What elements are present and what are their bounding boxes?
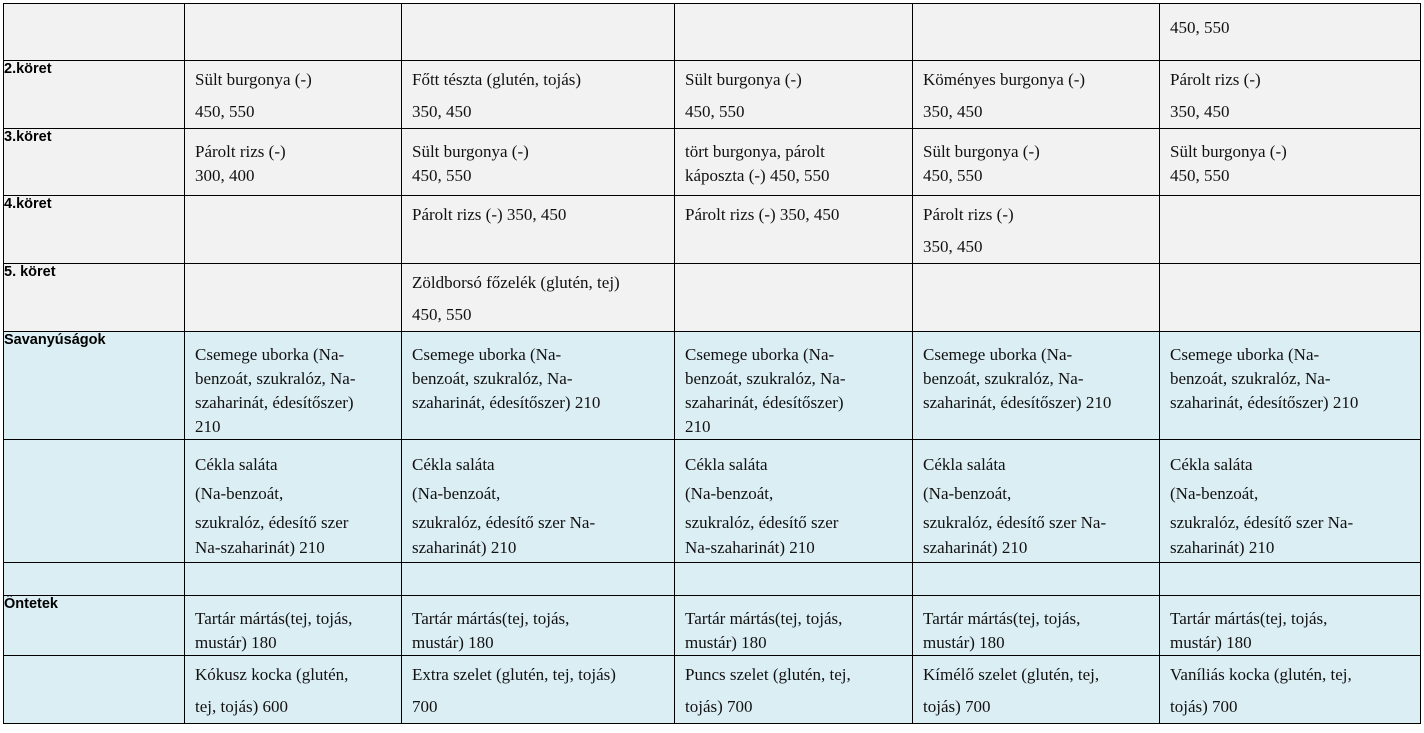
cell-line: 210 bbox=[195, 417, 221, 436]
cell-line: 450, 550 bbox=[412, 305, 472, 324]
cell-line: szaharinát) 210 bbox=[1170, 538, 1275, 557]
table-cell bbox=[402, 4, 675, 61]
table-cell bbox=[402, 596, 675, 656]
cell-line: Cékla saláta bbox=[412, 455, 495, 474]
cell-line: tej, tojás) 600 bbox=[195, 697, 289, 716]
cell-line: tört burgonya, párolt bbox=[685, 142, 825, 161]
table-cell bbox=[675, 61, 913, 129]
cell-line: szukralóz, édesítő szer bbox=[685, 513, 839, 532]
cell-line: Sült burgonya (-) bbox=[1170, 142, 1287, 161]
cell-line: szaharinát, édesítőszer) 210 bbox=[412, 393, 601, 412]
table-cell bbox=[1160, 440, 1421, 563]
cell-line: benzoát, szukralóz, Na- bbox=[923, 369, 1084, 388]
table-row bbox=[4, 440, 1421, 563]
table-cell bbox=[675, 596, 913, 656]
table-row bbox=[4, 656, 1421, 724]
cell-line: Cékla saláta bbox=[923, 455, 1006, 474]
table-cell bbox=[1160, 332, 1421, 440]
cell-line: Párolt rizs (-) bbox=[923, 205, 1014, 224]
table-cell bbox=[185, 196, 402, 264]
row-label: Savanyúságok bbox=[4, 332, 185, 440]
table-cell bbox=[913, 596, 1160, 656]
cell-line: 350, 450 bbox=[412, 102, 472, 121]
table-row bbox=[4, 563, 1421, 596]
cell-line: tojás) 700 bbox=[923, 697, 991, 716]
cell-line: 210 bbox=[685, 417, 711, 436]
cell-line: tojás) 700 bbox=[1170, 697, 1238, 716]
cell-line: mustár) 180 bbox=[923, 633, 1005, 652]
cell-line: szaharinát) 210 bbox=[412, 538, 517, 557]
table-cell bbox=[185, 440, 402, 563]
cell-line: Sült burgonya (-) bbox=[412, 142, 529, 161]
cell-line: 450, 550 bbox=[685, 102, 745, 121]
cell-line: 450, 550 bbox=[195, 102, 255, 121]
table-cell bbox=[1160, 596, 1421, 656]
row-label: 5. köret bbox=[4, 264, 185, 332]
cell-line: Csemege uborka (Na- bbox=[412, 345, 562, 364]
cell-line: Sült burgonya (-) bbox=[685, 70, 802, 89]
table-cell bbox=[185, 596, 402, 656]
cell-line: (Na-benzoát, bbox=[685, 484, 774, 503]
table-cell bbox=[1160, 656, 1421, 724]
table-cell bbox=[1160, 563, 1421, 596]
table-cell bbox=[402, 61, 675, 129]
cell-line: Tartár mártás(tej, tojás, bbox=[685, 609, 843, 628]
table-row bbox=[4, 196, 1421, 264]
table-cell bbox=[675, 129, 913, 196]
cell-line: 700 bbox=[412, 697, 438, 716]
table-row bbox=[4, 129, 1421, 196]
table-cell bbox=[913, 61, 1160, 129]
table-cell bbox=[675, 264, 913, 332]
cell-line: (Na-benzoát, bbox=[923, 484, 1012, 503]
cell-line: 300, 400 bbox=[195, 166, 255, 185]
table-cell bbox=[1160, 4, 1421, 61]
cell-line: Puncs szelet (glutén, tej, bbox=[685, 665, 851, 684]
cell-line: Cékla saláta bbox=[195, 455, 278, 474]
table-cell bbox=[913, 440, 1160, 563]
cell-line: tojás) 700 bbox=[685, 697, 753, 716]
table-cell bbox=[402, 440, 675, 563]
row-label: Öntetek bbox=[4, 596, 185, 656]
table-cell bbox=[1160, 196, 1421, 264]
table-cell bbox=[675, 563, 913, 596]
cell-line: Csemege uborka (Na- bbox=[195, 345, 345, 364]
table-cell bbox=[185, 264, 402, 332]
cell-line: Tartár mártás(tej, tojás, bbox=[195, 609, 353, 628]
cell-line: Párolt rizs (-) 350, 450 bbox=[412, 205, 567, 224]
cell-line: Sült burgonya (-) bbox=[195, 70, 312, 89]
table-cell bbox=[675, 4, 913, 61]
cell-line: Zöldborsó főzelék (glutén, tej) bbox=[412, 273, 620, 292]
row-label: 4.köret bbox=[4, 196, 185, 264]
cell-line: szukralóz, édesítő szer bbox=[195, 513, 349, 532]
table-cell bbox=[402, 196, 675, 264]
cell-line: Párolt rizs (-) bbox=[195, 142, 286, 161]
cell-line: mustár) 180 bbox=[412, 633, 494, 652]
table-cell bbox=[913, 129, 1160, 196]
cell-line: Vaníliás kocka (glutén, tej, bbox=[1170, 665, 1352, 684]
cell-line: (Na-benzoát, bbox=[412, 484, 501, 503]
table-cell bbox=[913, 563, 1160, 596]
cell-line: mustár) 180 bbox=[685, 633, 767, 652]
table-cell bbox=[185, 4, 402, 61]
row-label bbox=[4, 440, 185, 563]
cell-line: (Na-benzoát, bbox=[1170, 484, 1259, 503]
cell-line: 350, 450 bbox=[923, 102, 983, 121]
menu-table bbox=[3, 3, 1421, 724]
table-cell bbox=[675, 196, 913, 264]
table-cell bbox=[675, 656, 913, 724]
row-label: 2.köret bbox=[4, 61, 185, 129]
table-cell bbox=[913, 4, 1160, 61]
cell-line: szaharinát, édesítőszer) 210 bbox=[1170, 393, 1359, 412]
table-cell bbox=[913, 656, 1160, 724]
table-cell bbox=[185, 563, 402, 596]
cell-line: Na-szaharinát) 210 bbox=[685, 538, 815, 557]
cell-line: Csemege uborka (Na- bbox=[1170, 345, 1320, 364]
table-cell bbox=[913, 332, 1160, 440]
cell-line: szaharinát, édesítőszer) bbox=[685, 393, 844, 412]
table-cell bbox=[675, 332, 913, 440]
cell-line: szaharinát, édesítőszer) bbox=[195, 393, 354, 412]
cell-line: Kímélő szelet (glutén, tej, bbox=[923, 665, 1100, 684]
cell-line: benzoát, szukralóz, Na- bbox=[1170, 369, 1331, 388]
table-row bbox=[4, 61, 1421, 129]
cell-line: szukralóz, édesítő szer Na- bbox=[923, 513, 1107, 532]
table-cell bbox=[1160, 264, 1421, 332]
cell-line: benzoát, szukralóz, Na- bbox=[685, 369, 846, 388]
table-cell bbox=[913, 264, 1160, 332]
cell-line: Csemege uborka (Na- bbox=[685, 345, 835, 364]
table-row bbox=[4, 264, 1421, 332]
cell-line: Sült burgonya (-) bbox=[923, 142, 1040, 161]
cell-line: Extra szelet (glutén, tej, tojás) bbox=[412, 665, 616, 684]
cell-line: Tartár mártás(tej, tojás, bbox=[923, 609, 1081, 628]
cell-line: Csemege uborka (Na- bbox=[923, 345, 1073, 364]
table-cell bbox=[185, 332, 402, 440]
table-cell bbox=[402, 563, 675, 596]
cell-line: szaharinát) 210 bbox=[923, 538, 1028, 557]
cell-line: Tartár mártás(tej, tojás, bbox=[1170, 609, 1328, 628]
cell-line: szukralóz, édesítő szer Na- bbox=[412, 513, 596, 532]
table-cell bbox=[402, 332, 675, 440]
cell-line: benzoát, szukralóz, Na- bbox=[412, 369, 573, 388]
cell-line: benzoát, szukralóz, Na- bbox=[195, 369, 356, 388]
table-cell bbox=[913, 196, 1160, 264]
cell-line: Párolt rizs (-) bbox=[1170, 70, 1261, 89]
table-row bbox=[4, 332, 1421, 440]
cell-line: szaharinát, édesítőszer) 210 bbox=[923, 393, 1112, 412]
cell-line: káposzta (-) 450, 550 bbox=[685, 166, 830, 185]
cell-line: 450, 550 bbox=[1170, 18, 1230, 37]
table-cell bbox=[185, 61, 402, 129]
cell-line: Tartár mártás(tej, tojás, bbox=[412, 609, 570, 628]
cell-line: 450, 550 bbox=[1170, 166, 1230, 185]
table-cell bbox=[1160, 61, 1421, 129]
cell-line: Párolt rizs (-) 350, 450 bbox=[685, 205, 840, 224]
cell-line: 450, 550 bbox=[923, 166, 983, 185]
cell-line: 350, 450 bbox=[923, 237, 983, 256]
table-row bbox=[4, 4, 1421, 61]
row-label: 3.köret bbox=[4, 129, 185, 196]
row-label bbox=[4, 4, 185, 61]
table-cell bbox=[675, 440, 913, 563]
table-cell bbox=[185, 129, 402, 196]
cell-line: Cékla saláta bbox=[1170, 455, 1253, 474]
table-cell bbox=[402, 656, 675, 724]
table-cell bbox=[402, 129, 675, 196]
cell-line: Cékla saláta bbox=[685, 455, 768, 474]
table-cell bbox=[185, 656, 402, 724]
cell-line: szukralóz, édesítő szer Na- bbox=[1170, 513, 1354, 532]
table-cell bbox=[1160, 129, 1421, 196]
cell-line: Főtt tészta (glutén, tojás) bbox=[412, 70, 582, 89]
cell-line: Kókusz kocka (glutén, bbox=[195, 665, 349, 684]
table-row bbox=[4, 596, 1421, 656]
cell-line: Köményes burgonya (-) bbox=[923, 70, 1086, 89]
cell-line: 450, 550 bbox=[412, 166, 472, 185]
row-label bbox=[4, 563, 185, 596]
table-cell bbox=[402, 264, 675, 332]
cell-line: mustár) 180 bbox=[1170, 633, 1252, 652]
row-label bbox=[4, 656, 185, 724]
cell-line: Na-szaharinát) 210 bbox=[195, 538, 325, 557]
cell-line: 350, 450 bbox=[1170, 102, 1230, 121]
cell-line: mustár) 180 bbox=[195, 633, 277, 652]
cell-line: (Na-benzoát, bbox=[195, 484, 284, 503]
